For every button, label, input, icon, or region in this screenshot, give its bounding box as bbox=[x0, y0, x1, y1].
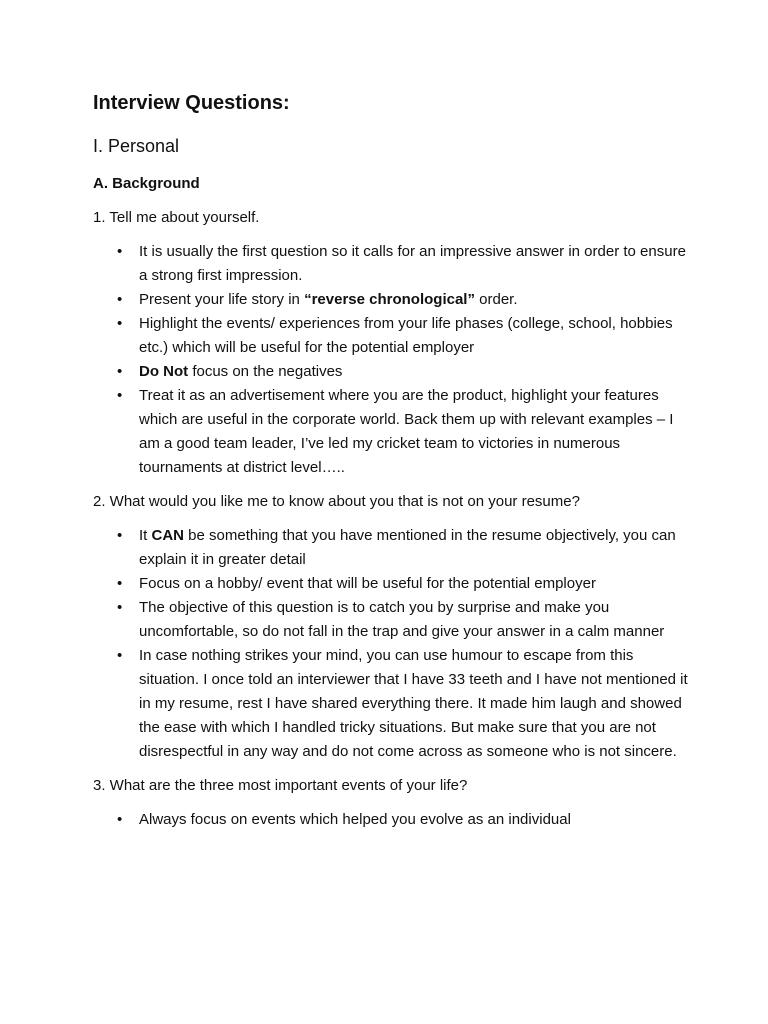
section-heading: I. Personal bbox=[93, 136, 180, 156]
bold-text: “reverse chronological” bbox=[304, 291, 475, 308]
bullet-list bbox=[93, 808, 688, 832]
bullet-text: Always focus on events which helped you evolve as an individual bbox=[139, 811, 571, 828]
bullet-icon: • bbox=[117, 363, 123, 380]
bullet-item bbox=[117, 384, 688, 480]
bullet-text: be something that you have mentioned in the resume objectively, you can explain it in greater detail bbox=[139, 527, 676, 568]
bullet-item bbox=[117, 240, 688, 288]
document-title: Interview Questions: bbox=[93, 92, 290, 114]
bullet-text: It is usually the first question so it calls for an impressive answer in order to ensure a strong first impression. bbox=[139, 243, 686, 284]
bullet-text: In case nothing strikes your mind, you can use humour to escape from this situation. I once told an interviewer that I have 33 teeth and I have not mentioned it in my resume, rest I have shared everything there. It made him laugh and showed the ease with which I handled tricky situations. But make sure that you are not disrespectful in any way and do not come across as someone who is not sincere. bbox=[139, 647, 688, 760]
bullet-icon: • bbox=[117, 387, 123, 404]
bullet-icon: • bbox=[117, 599, 123, 616]
bullet-text: Highlight the events/ experiences from your life phases (college, school, hobbies etc.) which will be useful for the potential employer bbox=[139, 315, 673, 356]
bullet-list bbox=[93, 240, 688, 480]
bullet-text: Present your life story in bbox=[139, 291, 305, 308]
bullet-icon: • bbox=[117, 575, 123, 592]
bullet-item bbox=[117, 524, 688, 572]
bullet-icon: • bbox=[117, 243, 123, 260]
bullet-text: order. bbox=[474, 291, 518, 308]
bullet-icon: • bbox=[117, 315, 123, 332]
bullet-text: Treat it as an advertisement where you are the product, highlight your features which are useful in the corporate world. Back them up with relevant examples – I am a good team leader, I’ve led my cricket team to victories in numerous tournaments at district level….. bbox=[139, 387, 674, 476]
bullet-icon: • bbox=[117, 647, 123, 664]
question-list bbox=[93, 208, 688, 832]
question-2: 2. What would you like me to know about you that is not on your resume? bbox=[93, 493, 580, 510]
bold-text: Do Not bbox=[139, 363, 189, 380]
bullet-text: It bbox=[139, 527, 152, 544]
bullet-item bbox=[117, 572, 688, 596]
question-3: 3. What are the three most important events of your life? bbox=[93, 777, 468, 794]
bullet-item bbox=[117, 288, 688, 312]
bullet-item bbox=[117, 596, 688, 644]
bullet-icon: • bbox=[117, 811, 123, 828]
question-1: 1. Tell me about yourself. bbox=[93, 209, 260, 226]
bullet-item bbox=[117, 808, 688, 832]
bullet-icon: • bbox=[117, 527, 123, 544]
bullet-item bbox=[117, 360, 688, 384]
bullet-item bbox=[117, 644, 688, 764]
bullet-icon: • bbox=[117, 291, 123, 308]
bullet-list bbox=[93, 524, 688, 764]
bullet-item bbox=[117, 312, 688, 360]
bullet-text: Focus on a hobby/ event that will be useful for the potential employer bbox=[139, 575, 596, 592]
bullet-text: The objective of this question is to catch you by surprise and make you uncomfortable, so do not fall in the trap and give your answer in a calm manner bbox=[139, 599, 665, 640]
bold-text: CAN bbox=[151, 527, 185, 544]
bullet-text: focus on the negatives bbox=[188, 363, 343, 380]
subsection-heading: A. Background bbox=[93, 175, 200, 192]
